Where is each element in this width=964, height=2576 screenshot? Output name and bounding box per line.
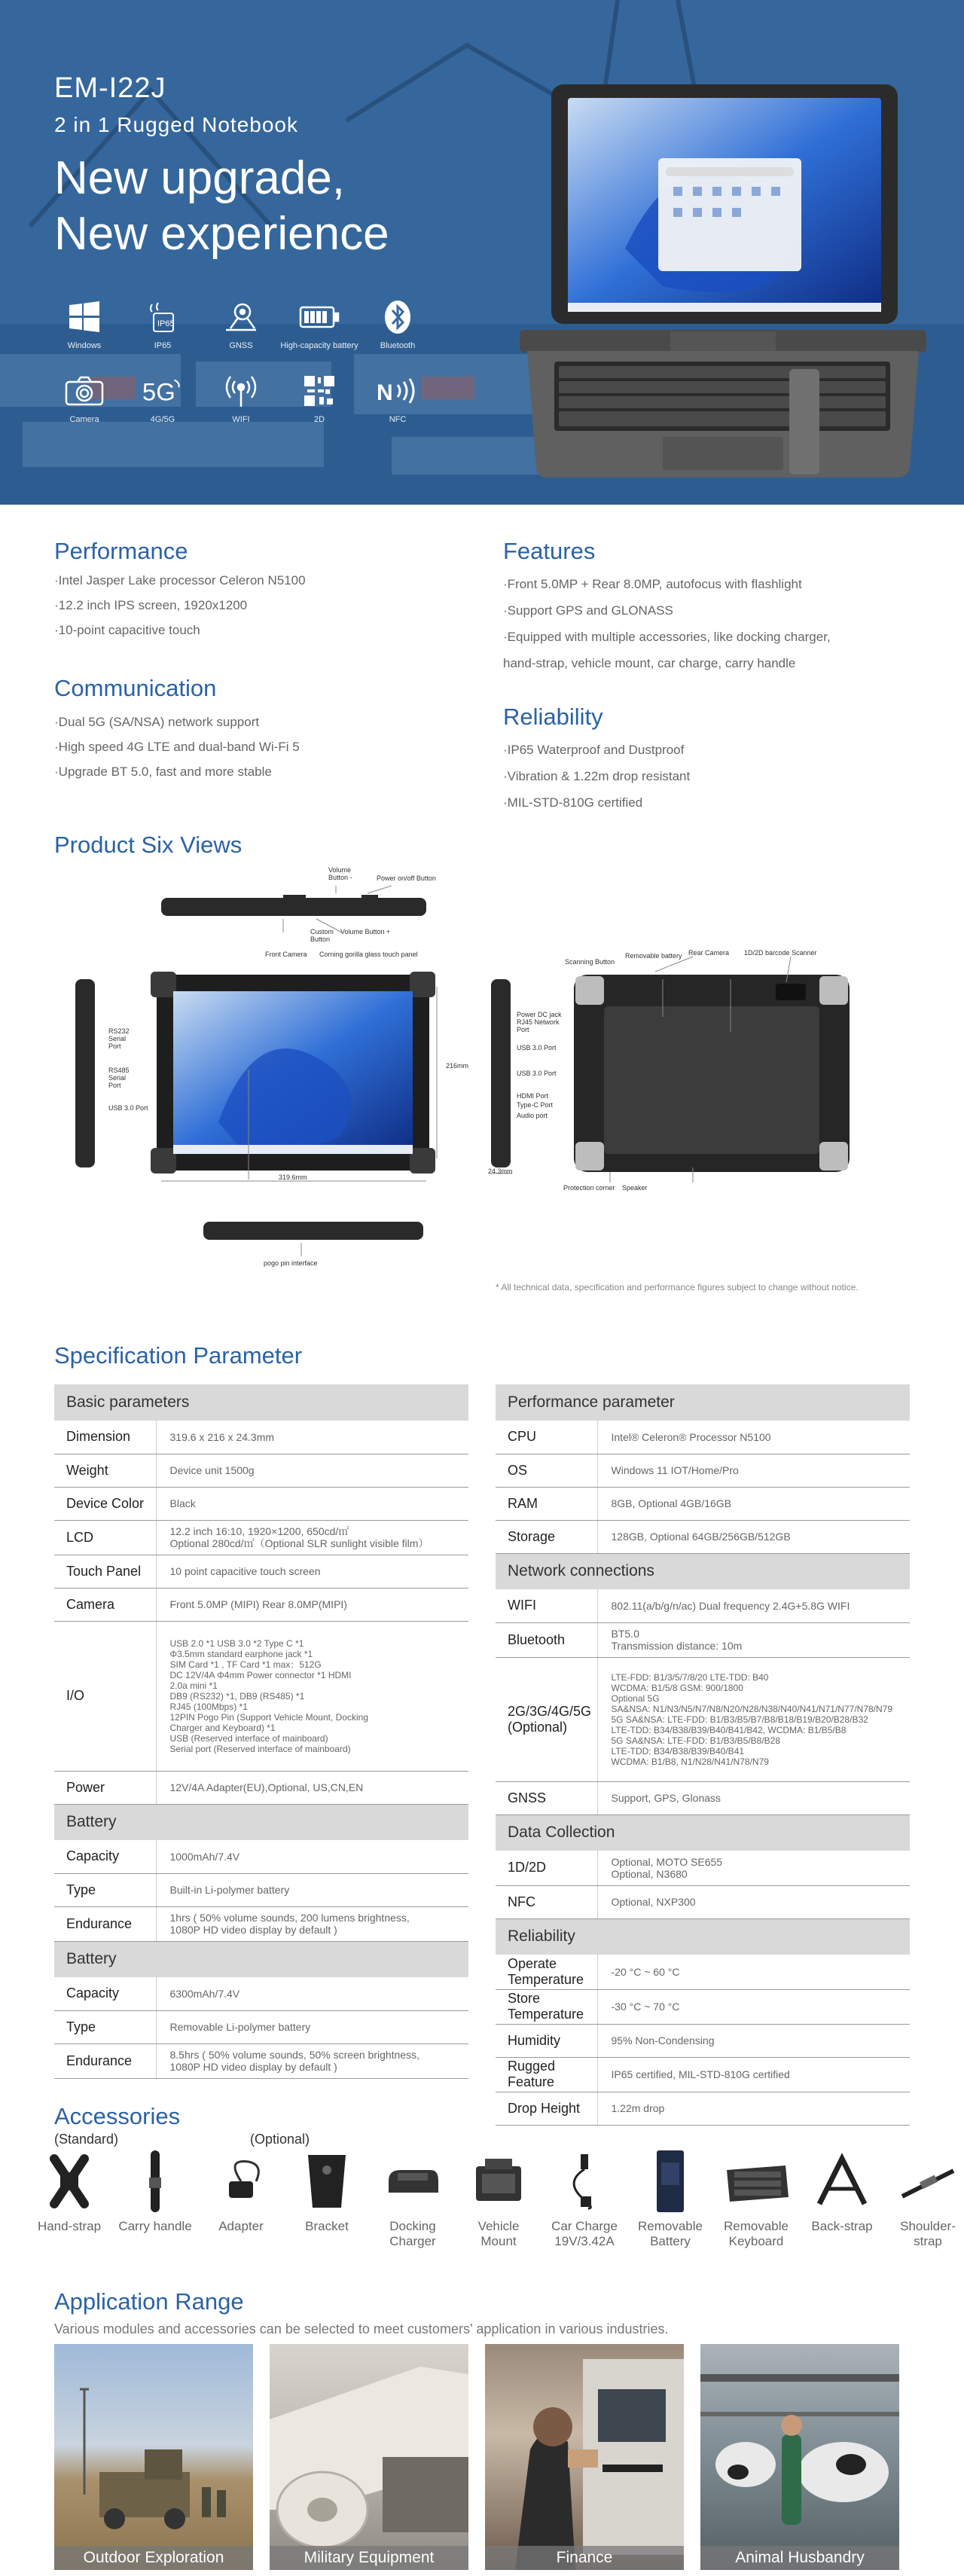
spec-row	[496, 1520, 910, 1553]
adapter-icon	[207, 2147, 275, 2216]
accessory-removable-keyboard	[717, 2147, 795, 2249]
optional-label: (Optional)	[250, 2132, 310, 2147]
bracket-icon	[293, 2147, 361, 2216]
qr-2d-icon	[297, 371, 341, 411]
spec-group-title: Battery	[54, 1941, 468, 1977]
spec-table	[54, 1384, 468, 2079]
spec-value: 8.5hrs ( 50% volume sounds, 50% screen brightness, 1080P HD video display by default )	[156, 2043, 468, 2078]
application-caption: Military Equipment	[270, 2546, 468, 2570]
communication-title: Communication	[54, 675, 217, 701]
audio-label: Audio port	[517, 1112, 548, 1119]
usb30-b-label: USB 3.0 Port	[517, 1070, 557, 1077]
spec-value: Front 5.0MP (MIPI) Rear 8.0MP(MIPI)	[156, 1588, 468, 1621]
feature-camera: Camera	[45, 371, 124, 424]
feature-5g: 5G 4G/5G	[124, 371, 202, 424]
spec-key: Type	[54, 2010, 156, 2043]
vehicle-mount-icon	[465, 2147, 532, 2216]
spec-row	[496, 1885, 910, 1918]
spec-row	[496, 1487, 910, 1520]
width-dimension: 319.6mm	[279, 1174, 307, 1181]
spec-key: WIFI	[496, 1589, 597, 1622]
spec-table-right	[496, 1384, 910, 2126]
spec-value: 1.22m drop	[597, 2092, 910, 2125]
volume-minus-label: Volume Button -	[328, 866, 352, 881]
six-views-title: Product Six Views	[54, 832, 243, 858]
volume-plus-label: Volume Button +	[340, 928, 391, 935]
feature-ip65: IP65 IP65	[124, 298, 202, 350]
spec-row	[54, 1621, 468, 1771]
svg-text:5G: 5G	[142, 377, 175, 406]
windows-icon	[63, 298, 106, 337]
spec-value: 1000mAh/7.4V	[156, 1840, 468, 1873]
rj45-label: RJ45 Network Port	[517, 1018, 560, 1033]
list-item: ·Front 5.0MP + Rear 8.0MP, autofocus with flashlight	[503, 577, 802, 591]
spec-row	[54, 1873, 468, 1906]
docking-charger-icon	[379, 2147, 447, 2216]
removable-battery-label: Removable battery	[625, 952, 682, 960]
military-photo	[270, 2344, 468, 2570]
rear-camera-label: Rear Camera	[688, 949, 730, 957]
accessory-carry-handle	[116, 2147, 194, 2234]
scanning-button-label: Scanning Button	[565, 958, 615, 966]
camera-icon	[63, 371, 106, 411]
feature-gnss: GNSS	[202, 298, 280, 350]
performance-title: Performance	[54, 538, 188, 564]
hdmi-label: HDMI Port	[517, 1092, 549, 1100]
spec-value: LTE-FDD: B1/3/5/7/8/20 LTE-TDD: B40 WCDMA: B1/5/8 GSM: 900/1800 Optional 5G SA&NSA: N1/N3/N5/N7/N8/N20/N28/N38/N40/N41/N71/N77/N78/N79 5G SA&NSA: LTE-FDD: B1/B3/B5/B7/B8/B18/B19/B20/B28/B32 LTE-TDD: B34/B38/B39/B40/B41/B42, WCDMA: B1/B5/B8 5G SA&NSA: LTE-FDD: B1/B3/B5/B8/B28 LTE-TDD: B34/B38/B39/B40/B41 WCDMA: B1/B8, N1/N28/N41/N78/N79	[597, 1657, 910, 1781]
list-item: ·Vibration & 1.22m drop resistant	[503, 769, 691, 783]
carry-handle-icon	[121, 2147, 189, 2216]
spec-key: RAM	[496, 1487, 597, 1520]
application-card	[700, 2344, 899, 2570]
application-card	[270, 2344, 468, 2570]
spec-value: Built-in Li-polymer battery	[156, 1873, 468, 1906]
list-item: ·High speed 4G LTE and dual-band Wi-Fi 5	[54, 740, 300, 754]
usb30-left-label: USB 3.0 Port	[108, 1104, 148, 1112]
spec-key: Endurance	[54, 2043, 156, 2078]
feature-nfc: N NFC	[358, 371, 437, 424]
usb30-a-label: USB 3.0 Port	[517, 1044, 557, 1051]
spec-key: GNSS	[496, 1781, 597, 1814]
accessory-label: Vehicle Mount	[477, 2219, 520, 2248]
spec-key: Dimension	[54, 1421, 156, 1454]
accessory-removable-battery	[631, 2147, 709, 2249]
spec-key: Rugged Feature	[496, 2057, 597, 2092]
spec-value: BT5.0 Transmission distance: 10m	[597, 1622, 910, 1657]
features-title: Features	[503, 538, 596, 564]
removable-keyboard-icon	[722, 2147, 790, 2216]
spec-key: Type	[54, 1873, 156, 1906]
spec-row	[54, 1588, 468, 1621]
gnss-icon	[219, 298, 263, 337]
accessory-label: Carry handle	[118, 2219, 192, 2233]
spec-value: 12.2 inch 16:10, 1920×1200, 650cd/㎡ Optional 280cd/㎡（Optional SLR sunlight visible film）	[156, 1520, 468, 1555]
hand-strap-icon	[35, 2147, 103, 2216]
wifi-icon	[219, 371, 263, 411]
list-item: ·Equipped with multiple accessories, like docking charger,	[503, 630, 831, 644]
spec-key: Device Color	[54, 1487, 156, 1520]
communication-list	[54, 710, 300, 784]
spec-row	[496, 2092, 910, 2125]
list-item: ·10-point capacitive touch	[54, 623, 200, 637]
reliability-title: Reliability	[503, 704, 603, 730]
list-item: ·12.2 inch IPS screen, 1920x1200	[54, 598, 248, 612]
spec-value: Optional, MOTO SE655 Optional, N3680	[597, 1851, 910, 1885]
outdoor-photo	[54, 2344, 253, 2570]
spec-group-title: Performance parameter	[496, 1384, 910, 1421]
spec-value: 95% Non-Condensing	[597, 2024, 910, 2057]
disclaimer: * All technical data, specification and performance figures subject to change without notice.	[496, 1282, 859, 1293]
svg-text:IP65: IP65	[157, 319, 175, 328]
gorilla-glass-label: Corning gorilla glass touch panel	[319, 951, 418, 958]
spec-key: Operate Temperature	[496, 1955, 597, 1989]
spec-row	[54, 1906, 468, 1941]
spec-group-header	[496, 1553, 910, 1589]
spec-key: Humidity	[496, 2024, 597, 2057]
shoulder-strap-icon	[894, 2147, 962, 2216]
spec-row	[54, 1977, 468, 2010]
headline-line-1: New upgrade,	[54, 152, 346, 204]
accessory-label: Removable Keyboard	[724, 2219, 789, 2248]
spec-value: Windows 11 IOT/Home/Pro	[597, 1454, 910, 1487]
power-button-label: Power on/off Button	[377, 874, 436, 882]
application-caption: Animal Husbandry	[700, 2546, 899, 2570]
car-charge-icon	[551, 2147, 618, 2216]
feature-2d: 2D	[280, 371, 358, 424]
accessory-back-strap	[803, 2147, 881, 2234]
accessory-label: Shoulder-strap	[900, 2219, 956, 2248]
list-item: hand-strap, vehicle mount, car charge, carry handle	[503, 656, 796, 670]
performance-list	[54, 568, 306, 642]
spec-value: 319.6 x 216 x 24.3mm	[156, 1421, 468, 1454]
spec-key: LCD	[54, 1520, 156, 1555]
height-dimension: 216mm	[446, 1062, 469, 1070]
spec-row	[496, 1589, 910, 1622]
spec-group-title: Data Collection	[496, 1814, 910, 1851]
5g-icon	[141, 371, 185, 411]
headline-line-2: New experience	[54, 208, 389, 260]
spec-value: Optional, NXP300	[597, 1885, 910, 1918]
battery-icon	[297, 298, 341, 337]
list-item: ·IP65 Waterproof and Dustproof	[503, 743, 685, 757]
spec-key: I/O	[54, 1621, 156, 1771]
spec-row	[496, 1421, 910, 1454]
spec-key: Store Temperature	[496, 1989, 597, 2024]
spec-group-title: Network connections	[496, 1553, 910, 1589]
spec-value: Black	[156, 1487, 468, 1520]
accessory-label: Removable Battery	[638, 2219, 703, 2248]
spec-group-header	[496, 1384, 910, 1421]
spec-value: -20 °C ~ 60 °C	[597, 1955, 910, 1989]
spec-row	[54, 1771, 468, 1804]
accessory-label: Adapter	[218, 2219, 264, 2233]
list-item: ·Support GPS and GLONASS	[503, 603, 673, 618]
typec-label: Type-C Port	[517, 1101, 554, 1109]
custom-button-label: Custom Button	[310, 928, 334, 943]
rs485-label: RS485 Serial Port	[108, 1067, 130, 1089]
accessory-vehicle-mount	[459, 2147, 538, 2249]
nfc-icon	[376, 371, 419, 411]
feature-wifi: WIFI	[202, 371, 280, 424]
spec-key: Capacity	[54, 1840, 156, 1873]
hero-headline	[54, 151, 389, 262]
spec-value: IP65 certified, MIL-STD-810G certified	[597, 2057, 910, 2092]
accessory-adapter	[202, 2147, 280, 2234]
spec-group-title: Basic parameters	[54, 1384, 468, 1421]
spec-value: 1hrs ( 50% volume sounds, 200 lumens brightness, 1080P HD video display by default )	[156, 1906, 468, 1941]
spec-group-title: Battery	[54, 1804, 468, 1840]
standard-label: (Standard)	[54, 2132, 119, 2147]
spec-key: Bluetooth	[496, 1622, 597, 1657]
spec-row	[496, 1989, 910, 2024]
tablet-keyboard-image	[512, 75, 934, 482]
finance-photo	[485, 2344, 684, 2570]
pogo-pin-label: pogo pin interface	[264, 1259, 318, 1267]
spec-title: Specification Parameter	[54, 1342, 303, 1369]
spec-row	[496, 1454, 910, 1487]
spec-row	[496, 1851, 910, 1885]
accessory-shoulder-strap	[889, 2147, 964, 2249]
feature-icon-grid	[45, 298, 437, 424]
spec-row	[496, 1622, 910, 1657]
application-subtitle: Various modules and accessories can be selected to meet customers' application in various industries.	[54, 2321, 669, 2336]
spec-value: Removable Li-polymer battery	[156, 2010, 468, 2043]
application-card	[54, 2344, 253, 2570]
husbandry-photo	[700, 2344, 899, 2570]
list-item: ·Intel Jasper Lake processor Celeron N5100	[54, 573, 306, 588]
back-strap-icon	[808, 2147, 876, 2216]
spec-key: Endurance	[54, 1906, 156, 1941]
spec-key: Drop Height	[496, 2092, 597, 2125]
list-item: ·MIL-STD-810G certified	[503, 795, 643, 810]
list-item: ·Dual 5G (SA/NSA) network support	[54, 715, 260, 729]
feature-windows: Windows	[45, 298, 124, 350]
accessory-car-charge	[545, 2147, 624, 2249]
spec-key: Touch Panel	[54, 1555, 156, 1588]
accessory-label: Back-strap	[811, 2219, 873, 2233]
barcode-scanner-label: 1D/2D barcode Scanner	[744, 949, 817, 957]
rs232-label: RS232 Serial Port	[108, 1027, 130, 1050]
spec-row	[54, 2043, 468, 2078]
spec-value: Device unit 1500g	[156, 1454, 468, 1487]
spec-key: Capacity	[54, 1977, 156, 2010]
spec-group-header	[496, 1814, 910, 1851]
spec-row	[496, 1781, 910, 1814]
spec-value: Support, GPS, Glonass	[597, 1781, 910, 1814]
spec-row	[496, 1955, 910, 1989]
bluetooth-icon	[376, 298, 419, 337]
application-title: Application Range	[54, 2288, 244, 2315]
accessories-title: Accessories	[54, 2103, 181, 2129]
front-camera-label: Front Camera	[265, 951, 307, 958]
spec-key: 2G/3G/4G/5G (Optional)	[496, 1657, 597, 1781]
hero-banner	[0, 0, 964, 505]
features-list	[503, 571, 831, 676]
spec-group-header	[54, 1804, 468, 1840]
spec-row	[496, 2057, 910, 2092]
application-caption: Outdoor Exploration	[54, 2546, 253, 2570]
thickness-dimension: 24.3mm	[488, 1167, 513, 1175]
spec-row	[496, 2024, 910, 2057]
removable-battery-icon	[636, 2147, 704, 2216]
spec-table-left	[54, 1384, 468, 2079]
spec-value: 802.11(a/b/g/n/ac) Dual frequency 2.4G+5.8G WIFI	[597, 1589, 910, 1622]
spec-row	[54, 1487, 468, 1520]
accessory-label: Hand-strap	[37, 2219, 102, 2233]
dc-jack-label: Power DC jack	[517, 1011, 562, 1018]
spec-key: Power	[54, 1771, 156, 1804]
spec-value: 12V/4A Adapter(EU),Optional, US,CN,EN	[156, 1771, 468, 1804]
spec-key: OS	[496, 1454, 597, 1487]
spec-value: Intel® Celeron® Processor N5100	[597, 1421, 910, 1454]
spec-row	[54, 1520, 468, 1555]
spec-value: -30 °C ~ 70 °C	[597, 1989, 910, 2024]
application-caption: Finance	[485, 2546, 684, 2570]
accessory-label: Bracket	[305, 2219, 349, 2233]
accessory-label: Docking Charger	[389, 2219, 436, 2248]
feature-battery: High-capacity battery	[280, 298, 358, 350]
spec-row	[54, 1555, 468, 1588]
spec-row	[54, 1840, 468, 1873]
accessory-docking-charger	[374, 2147, 452, 2249]
accessory-bracket	[288, 2147, 366, 2234]
spec-group-header	[496, 1918, 910, 1955]
application-card	[485, 2344, 684, 2570]
spec-key: Camera	[54, 1588, 156, 1621]
spec-group-title: Reliability	[496, 1918, 910, 1955]
product-subtitle: 2 in 1 Rugged Notebook	[54, 113, 298, 136]
spec-group-header	[54, 1941, 468, 1977]
spec-row	[54, 2010, 468, 2043]
spec-value: 10 point capacitive touch screen	[156, 1555, 468, 1588]
spec-row	[54, 1454, 468, 1487]
spec-value: 8GB, Optional 4GB/16GB	[597, 1487, 910, 1520]
spec-table	[496, 1384, 910, 2126]
spec-row	[54, 1421, 468, 1454]
six-views-drawing	[0, 859, 964, 1280]
accessory-hand-strap	[30, 2147, 108, 2234]
reliability-list	[503, 737, 690, 816]
spec-value: 6300mAh/7.4V	[156, 1977, 468, 2010]
ip65-icon	[141, 298, 185, 337]
spec-value: USB 2.0 *1 USB 3.0 *2 Type C *1 Φ3.5mm standard earphone jack *1 SIM Card *1 , TF Card *1 max：512G DC 12V/4A Φ4mm Power connector *1 HDMI 2.0a mini *1 DB9 (RS232) *1, DB9 (RS485) *1 RJ45 (100Mbps) *1 12PIN Pogo Pin (Support Vehicle Mount, Docking Charger and Keyboard) *1 USB (Reserved interface of mainboard) Serial port (Reserved interface of mainboard)	[156, 1621, 468, 1771]
spec-key: CPU	[496, 1421, 597, 1454]
list-item: ·Upgrade BT 5.0, fast and more stable	[54, 765, 272, 779]
speaker-label: Speaker	[622, 1184, 648, 1192]
accessory-label: Car Charge 19V/3.42A	[551, 2219, 618, 2248]
spec-key: Storage	[496, 1520, 597, 1553]
svg-text:N: N	[377, 380, 393, 405]
model-name: EM-I22J	[54, 72, 166, 104]
spec-key: NFC	[496, 1885, 597, 1918]
protection-corner-label: Protection corner	[563, 1184, 615, 1192]
spec-row	[496, 1657, 910, 1781]
spec-group-header	[54, 1384, 468, 1421]
feature-bluetooth: Bluetooth	[358, 298, 437, 350]
spec-value: 128GB, Optional 64GB/256GB/512GB	[597, 1520, 910, 1553]
spec-key: Weight	[54, 1454, 156, 1487]
spec-key: 1D/2D	[496, 1851, 597, 1885]
